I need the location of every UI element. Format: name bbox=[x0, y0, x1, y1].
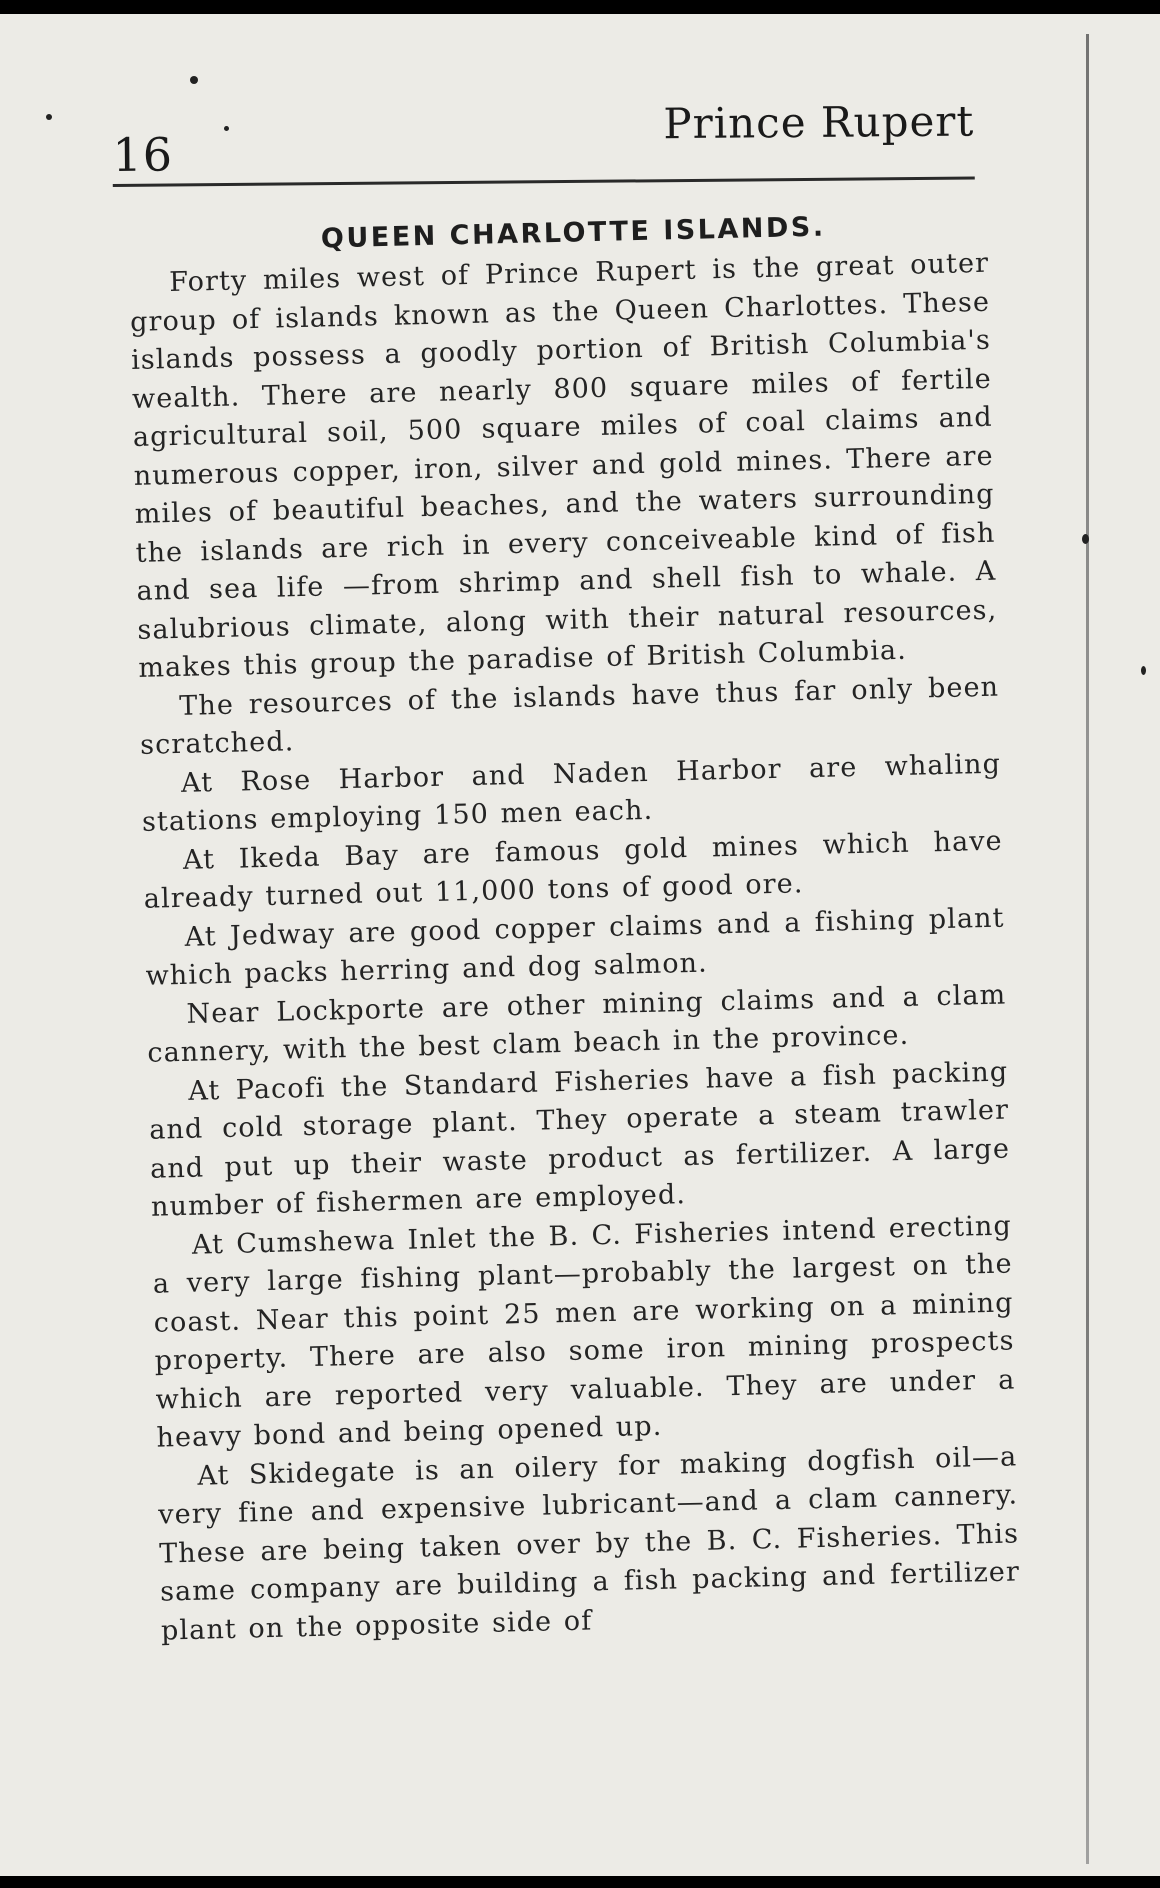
print-speck bbox=[1141, 666, 1146, 675]
paragraph: Near Lockporte are other mining claims and a clam cannery, with the best clam beach in the province. bbox=[147, 979, 1007, 1069]
header-rule bbox=[113, 176, 975, 187]
print-speck bbox=[46, 114, 52, 120]
paragraph: At Rose Harbor and Naden Harbor are whaling stations employing 150 men each. bbox=[141, 748, 1002, 838]
column-rule bbox=[1086, 34, 1089, 1864]
print-speck bbox=[190, 76, 198, 84]
paragraph: At Pacofi the Standard Fisheries have a fish packing and cold storage plant. They operate a steam trawler and put up their waste product as fertilizer. A large number of fishermen are employed. bbox=[148, 1056, 1011, 1223]
page-header bbox=[112, 86, 975, 186]
page-number: 16 bbox=[112, 127, 174, 182]
running-title: Prince Rupert bbox=[663, 96, 975, 149]
paragraph: The resources of the islands have thus far only been scratched. bbox=[139, 671, 1000, 761]
section-heading: QUEEN CHARLOTTE ISLANDS. bbox=[320, 211, 826, 255]
paragraph: At Cumshewa Inlet the B. C. Fisheries intend erecting a very large fishing plant—probably the largest on the coast. Near this point 25 men are working on a mining property. There are also some iron mining prospects which are reported very valuable. They are under a heavy bond and being opened up. bbox=[152, 1209, 1016, 1454]
scanned-page bbox=[0, 14, 1160, 1876]
paragraph: At Skidegate is an oilery for making dogfish oil—a very fine and expensive lubricant—and a clam cannery. These are being taken over by the B. C. Fisheries. This same company are building a fish packing and fertilizer plant on the opposite side of bbox=[157, 1440, 1021, 1647]
paragraph: At Ikeda Bay are famous gold mines which have already turned out 11,000 tons of good ore. bbox=[143, 825, 1004, 915]
paragraph: Forty miles west of Prince Rupert is the great outer group of islands known as the Queen Charlottes. These islands possess a goodly portion of British Columbia's wealth. There are nearly 800 square miles of fertile agricultural soil, 500 square miles of coal claims and numerous copper, iron, silver and gold mines. There are miles of beautiful beaches, and the waters surrounding the islands are rich in every conceiveable kind of fish and sea life —from shrimp and shell fish to whale. A salubrious climate, along with their natural resources, makes this group the paradise of British Columbia. bbox=[129, 247, 998, 684]
article bbox=[128, 208, 1021, 1651]
paragraph: At Jedway are good copper claims and a fishing plant which packs herring and dog salmon. bbox=[145, 902, 1005, 992]
print-speck bbox=[1082, 534, 1089, 544]
